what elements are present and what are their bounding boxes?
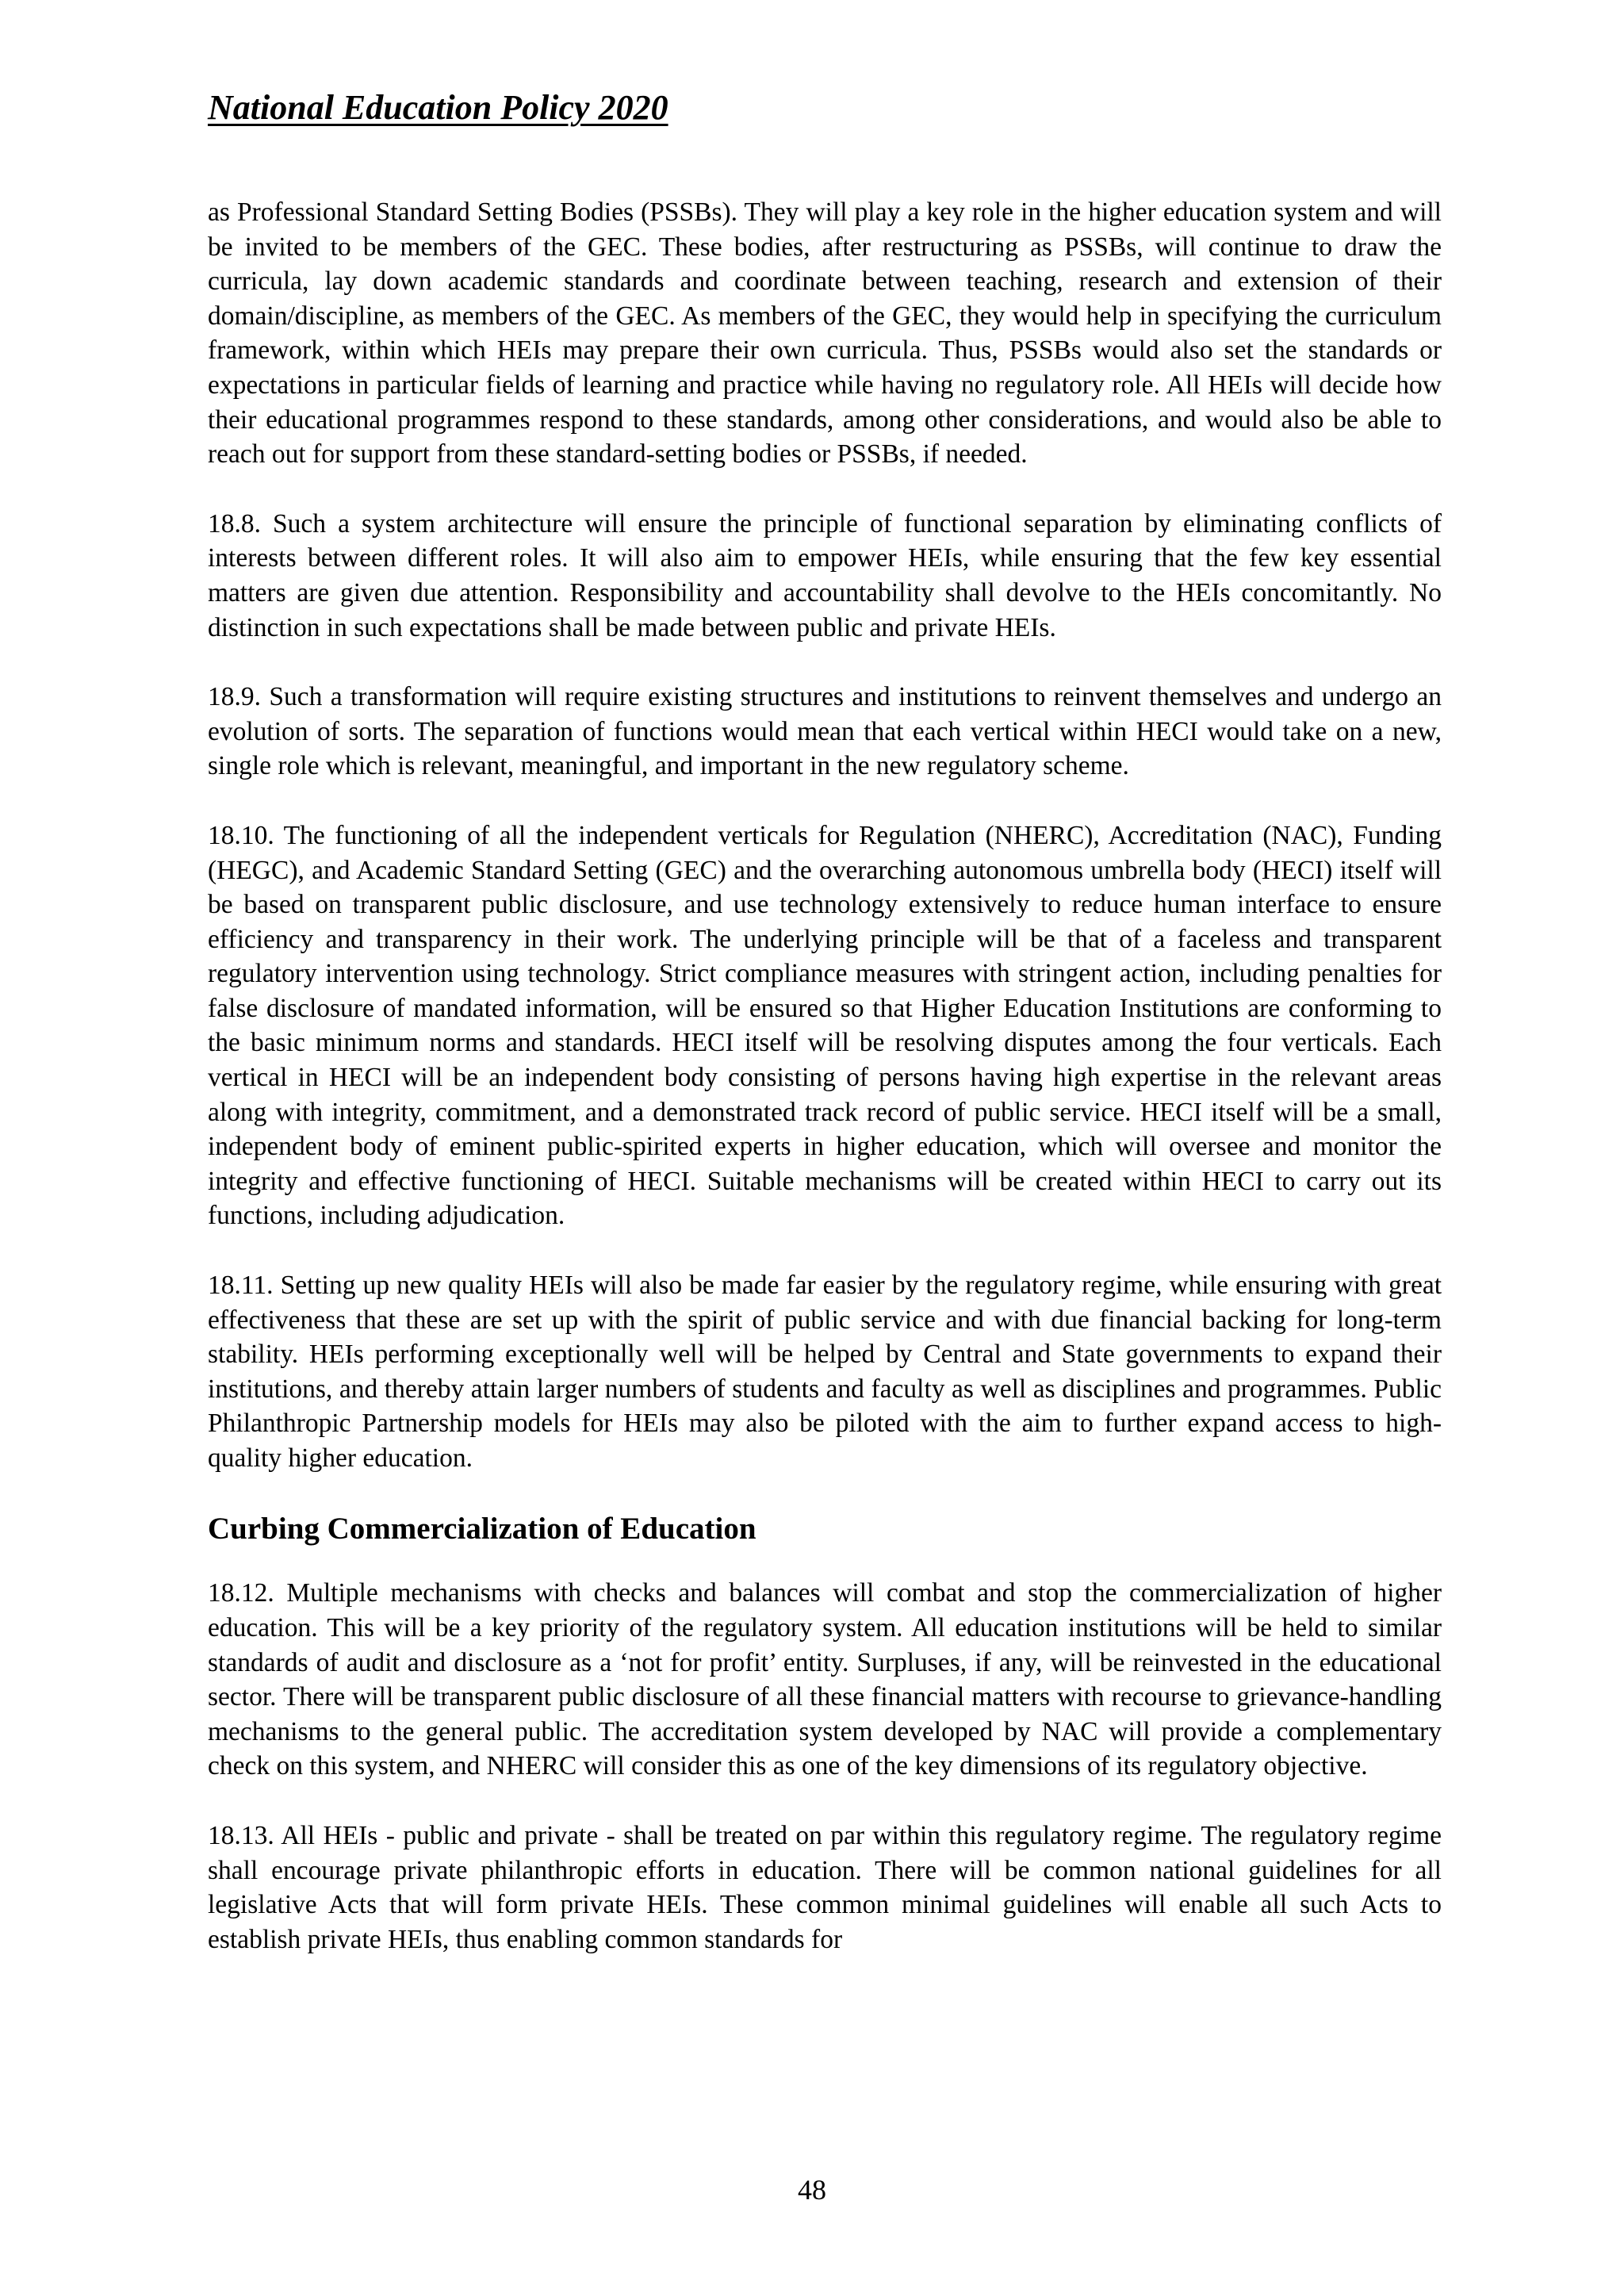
paragraph-18-11: 18.11. Setting up new quality HEIs will also be made far easier by the regulatory regime, while ensuring with great effectiveness that these are set up with the spirit of public service and with due financial backing for long-term stability. HEIs performing exceptionally well will be helped by Central and State governments to expand their institutions, and thereby attain larger numbers of students and faculty as well as disciplines and programmes. Public Philanthropic Partnership models for HEIs may also be piloted with the aim to further expand access to high-quality higher education.	[208, 1271, 1442, 1473]
paragraph-18-10: 18.10. The functioning of all the independent verticals for Regulation (NHERC), Accreditation (NAC), Funding (HEGC), and Academic Standard Setting (GEC) and the overarching autonomous umbrella body (HECI) itself will be based on transparent public disclosure, and use technology extensively to reduce human interface to ensure efficiency and transparency in their work. The underlying principle will be that of a faceless and transparent regulatory intervention using technology. Strict compliance measures with stringent action, including penalties for false disclosure of mandated information, will be ensured so that Higher Education Institutions are conforming to the basic minimum norms and standards. HECI itself will be resolving disputes among the four verticals. Each vertical in HECI will be an independent body consisting of persons having high expertise in the relevant areas along with integrity, commitment, and a demonstrated track record of public service. HECI itself will be a small, independent body of eminent public-spirited experts in higher education, which will oversee and monitor the integrity and effective functioning of HECI. Suitable mechanisms will be created within HECI to carry out its functions, including adjudication.	[208, 820, 1442, 1231]
body-text	[208, 195, 1442, 1991]
paragraph-18-13: 18.13. All HEIs - public and private - shall be treated on par within this regulatory regime. The regulatory regime shall encourage private philanthropic efforts in education. There will be common national guidelines for all legislative Acts that will form private HEIs. These common minimal guidelines will enable all such Acts to establish private HEIs, thus enabling common standards for	[208, 1820, 1442, 1954]
page-number: 48	[798, 2174, 826, 2206]
paragraph-18-9: 18.9. Such a transformation will require existing structures and institutions to reinvent themselves and undergo an evolution of sorts. The separation of functions would mean that each vertical within HECI would take on a new, single role which is relevant, meaningful, and important in the new regulatory scheme.	[208, 682, 1442, 781]
paragraph-continuation: as Professional Standard Setting Bodies (PSSBs). They will play a key role in the higher education system and will be invited to be members of the GEC. These bodies, after restructuring as PSSBs, will continue to draw the curricula, lay down academic standards and coordinate between teaching, research and extension of their domain/discipline, as members of the GEC. As members of the GEC, they would help in specifying the curriculum framework, within which HEIs may prepare their own curricula. Thus, PSSBs would also set the standards or expectations in particular fields of learning and practice while having no regulatory role. All HEIs will decide how their educational programmes respond to these standards, among other considerations, and would also be able to reach out for support from these standard-setting bodies or PSSBs, if needed.	[208, 197, 1442, 470]
paragraph-18-12: 18.12. Multiple mechanisms with checks and balances will combat and stop the commercialization of higher education. This will be a key priority of the regulatory system. All education institutions will be held to similar standards of audit and disclosure as a ‘not for profit’ entity. Surpluses, if any, will be reinvested in the educational sector. There will be transparent public disclosure of all these financial matters with recourse to grievance-handling mechanisms to the general public. The accreditation system developed by NAC will provide a complementary check on this system, and NHERC will consider this as one of the key dimensions of its regulatory objective.	[208, 1578, 1442, 1781]
running-header-title: National Education Policy 2020	[208, 88, 668, 127]
paragraph-18-8: 18.8. Such a system architecture will ensure the principle of functional separation by eliminating conflicts of interests between different roles. It will also aim to empower HEIs, while ensuring that the few key essential matters are given due attention. Responsibility and accountability shall devolve to the HEIs concomitantly. No distinction in such expectations shall be made between public and private HEIs.	[208, 508, 1442, 642]
section-heading-curbing-commercialization: Curbing Commercialization of Education	[208, 1511, 756, 1546]
